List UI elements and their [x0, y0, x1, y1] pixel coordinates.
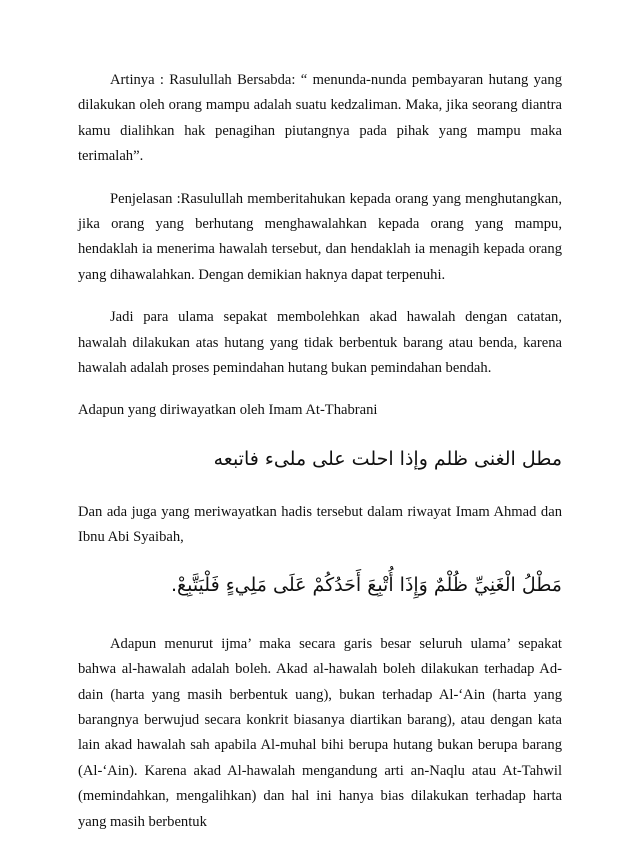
paragraph-ulama-agreement: Jadi para ulama sepakat membolehkan akad hawalah dengan catatan, hawalah dilakukan atas hutang yang tidak berbentuk barang atau benda, karena hawalah adalah proses pemindahan hutang bukan pemindahan bendah.: [78, 309, 562, 377]
paragraph-thabrani-intro: Adapun yang diriwayatkan oleh Imam At-Thabrani: [78, 402, 378, 419]
paragraph-explanation: Penjelasan :Rasulullah memberitahukan kepada orang yang menghutangkan, jika orang yang berhutang menghawalahkan kepada orang yang mampu, hendaklah ia menerima hawalah tersebut, dan hendaklah ia menagih kepada orang yang dihawalahkan. Dengan demikian haknya dapat terpenuhi.: [78, 190, 562, 283]
document-page: [78, 68, 562, 852]
arabic-hadith-ahmad: مَطْلُ الْغَنِيِّ ظُلْمٌ وَإِذَا أُتْبِعَ أَحَدُكُمْ عَلَى مَلِيءٍ فَلْيَتَّبِعْ.: [170, 573, 562, 596]
paragraph-translation: Artinya : Rasulullah Bersabda: “ menunda-nunda pembayaran hutang yang dilakukan oleh orang mampu adalah suatu kedzaliman. Maka, jika seorang diantra kamu dialihkan hak penagihan piutangnya pada pihak yang mampu maka terimalah”.: [78, 72, 562, 165]
arabic-hadith-thabrani: مطل الغنى ظلم وإذا احلت على ملىء فاتبعه: [213, 447, 562, 470]
paragraph-ijma: Adapun menurut ijma’ maka secara garis besar seluruh ulama’ sepakat bahwa al-hawalah adalah boleh. Akad al-hawalah boleh dilakukan terhadap Ad-dain (harta yang masih berbentuk uang), bukan terhadap Al-‘Ain (harta yang barangnya berwujud secara konkrit biasanya diartikan barang), atau dengan kata lain akad hawalah sah apabila Al-muhal bihi berupa hutang bukan berupa barang (Al-‘Ain). Karena akad Al-hawalah mengandung arti an-Naqlu atau At-Tahwil (memindahkan, mengalihkan) dan hal ini hanya bias dilakukan terhadap harta yang masih berbentuk: [78, 635, 562, 830]
paragraph-ahmad-intro: Dan ada juga yang meriwayatkan hadis tersebut dalam riwayat Imam Ahmad dan Ibnu Abi Syaibah,: [78, 503, 562, 546]
